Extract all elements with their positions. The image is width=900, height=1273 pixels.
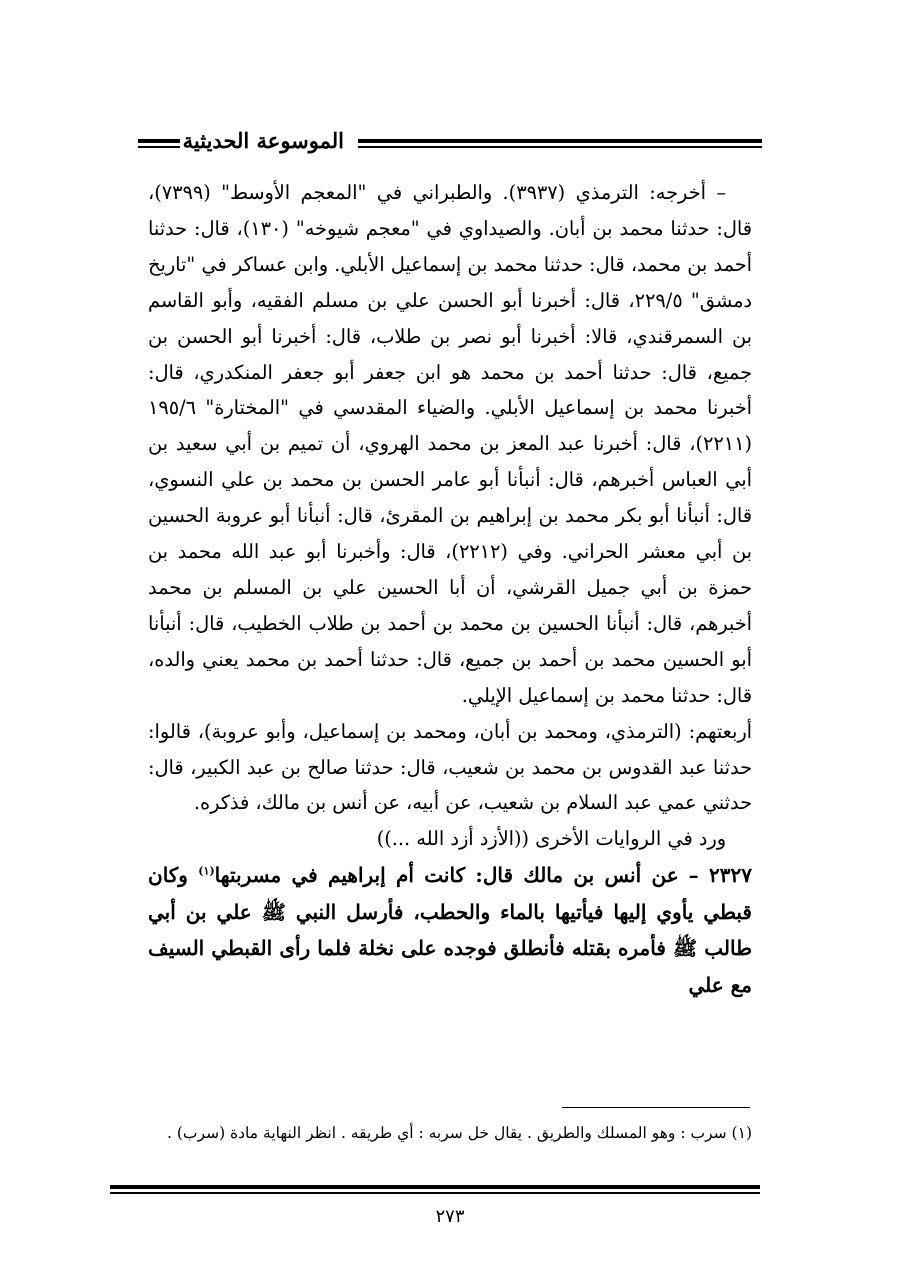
header-rule-right <box>358 139 762 143</box>
footnote-separator <box>562 1107 750 1108</box>
summary-paragraph: أربعتهم: (الترمذي، ومحمد بن أبان، ومحمد بن إسماعيل، وأبو عروبة)، قالوا: حدثنا عبد القدوس بن محمد بن شعيب، قال: حدثنا صالح بن عبد الكبير، قال: حدثني عمي عبد السلام بن شعيب، عن أبيه، عن أنس بن مالك، فذكره. <box>148 719 752 815</box>
footer-rule-thin <box>110 1192 760 1194</box>
page-number: ٢٧٣ <box>435 1206 465 1227</box>
footnote-reference[interactable]: (١) <box>198 864 215 878</box>
other-narrations-note: ورد في الروايات الأخرى ((الأزد أزد الله ...)) <box>376 827 726 851</box>
header-rule-left <box>138 139 180 143</box>
running-header <box>138 126 762 162</box>
footnote: (١) سرب : وهو المسلك والطريق . يقال خل سربه : أي طريقه . انظر النهاية مادة (سرب) . <box>167 1124 752 1142</box>
hadith-text-start: عن أنس بن مالك قال: كانت أم إبراهيم في مسربتها <box>214 863 679 888</box>
hadith-number: ٢٣٢٧ – <box>688 863 752 888</box>
takhrij-paragraph: – أخرجه: الترمذي (٣٩٣٧). والطبراني في "المعجم الأوسط" (٧٣٩٩)، قال: حدثنا محمد بن أبان. والصيداوي في "معجم شيوخه" (١٣٠)، قال: حدثنا أحمد بن محمد، قال: حدثنا محمد بن إسماعيل الأبلي. وابن عساكر في "تاريخ دمشق" ٢٢٩/٥، قال: أخبرنا أبو الحسن علي بن مسلم الفقيه، وأبو القاسم بن السمرقندي، قالا: أخبرنا أبو نصر بن طلاب، قال: أخبرنا أبو الحسن بن جميع، قال: حدثنا أحمد بن محمد هو ابن جعفر أبو جعفر المنكدري، قال: أخبرنا محمد بن إسماعيل الأبلي. والضياء المقدسي في "المختارة" ١٩٥/٦ (٢٢١١)، قال: أخبرنا عبد المعز بن محمد الهروي، أن تميم بن أبي سعيد بن أبي العباس أخبرهم، قال: أنبأنا أبو عامر الحسن بن محمد بن علي النسوي، قال: أنبأنا أبو بكر محمد بن إبراهيم بن المقرئ، قال: أنبأنا أبو عروبة الحسين بن أبي معشر الحراني. وفي (٢٢١٢)، قال: وأخبرنا أبو عبد الله محمد بن حمزة بن أبي جميل القرشي، أن أبا الحسين علي بن المسلم بن محمد أخبرهم، قال: أنبأنا الحسين بن محمد بن أحمد بن طلاب الخطيب، قال: أنبأنا أبو الحسين محمد بن أحمد بن جميع، قال: حدثنا أحمد بن محمد يعني والده، قال: حدثنا محمد بن إسماعيل الإيلي. <box>148 181 752 707</box>
main-text <box>148 175 752 1003</box>
hadith-paragraph <box>148 857 752 1003</box>
hadith-text-continued: وكان قبطي يأوي إليها فيأتيها بالماء والحطب، فأرسل النبي ﷺ علي بن أبي طالب ﷺ فأمره بقتله فأنطلق فوجده على نخلة فلما رأى القبطي السيف مع علي <box>148 863 752 997</box>
header-title: الموسوعة الحديثية <box>182 128 344 153</box>
footer-rule-thick <box>110 1185 760 1189</box>
